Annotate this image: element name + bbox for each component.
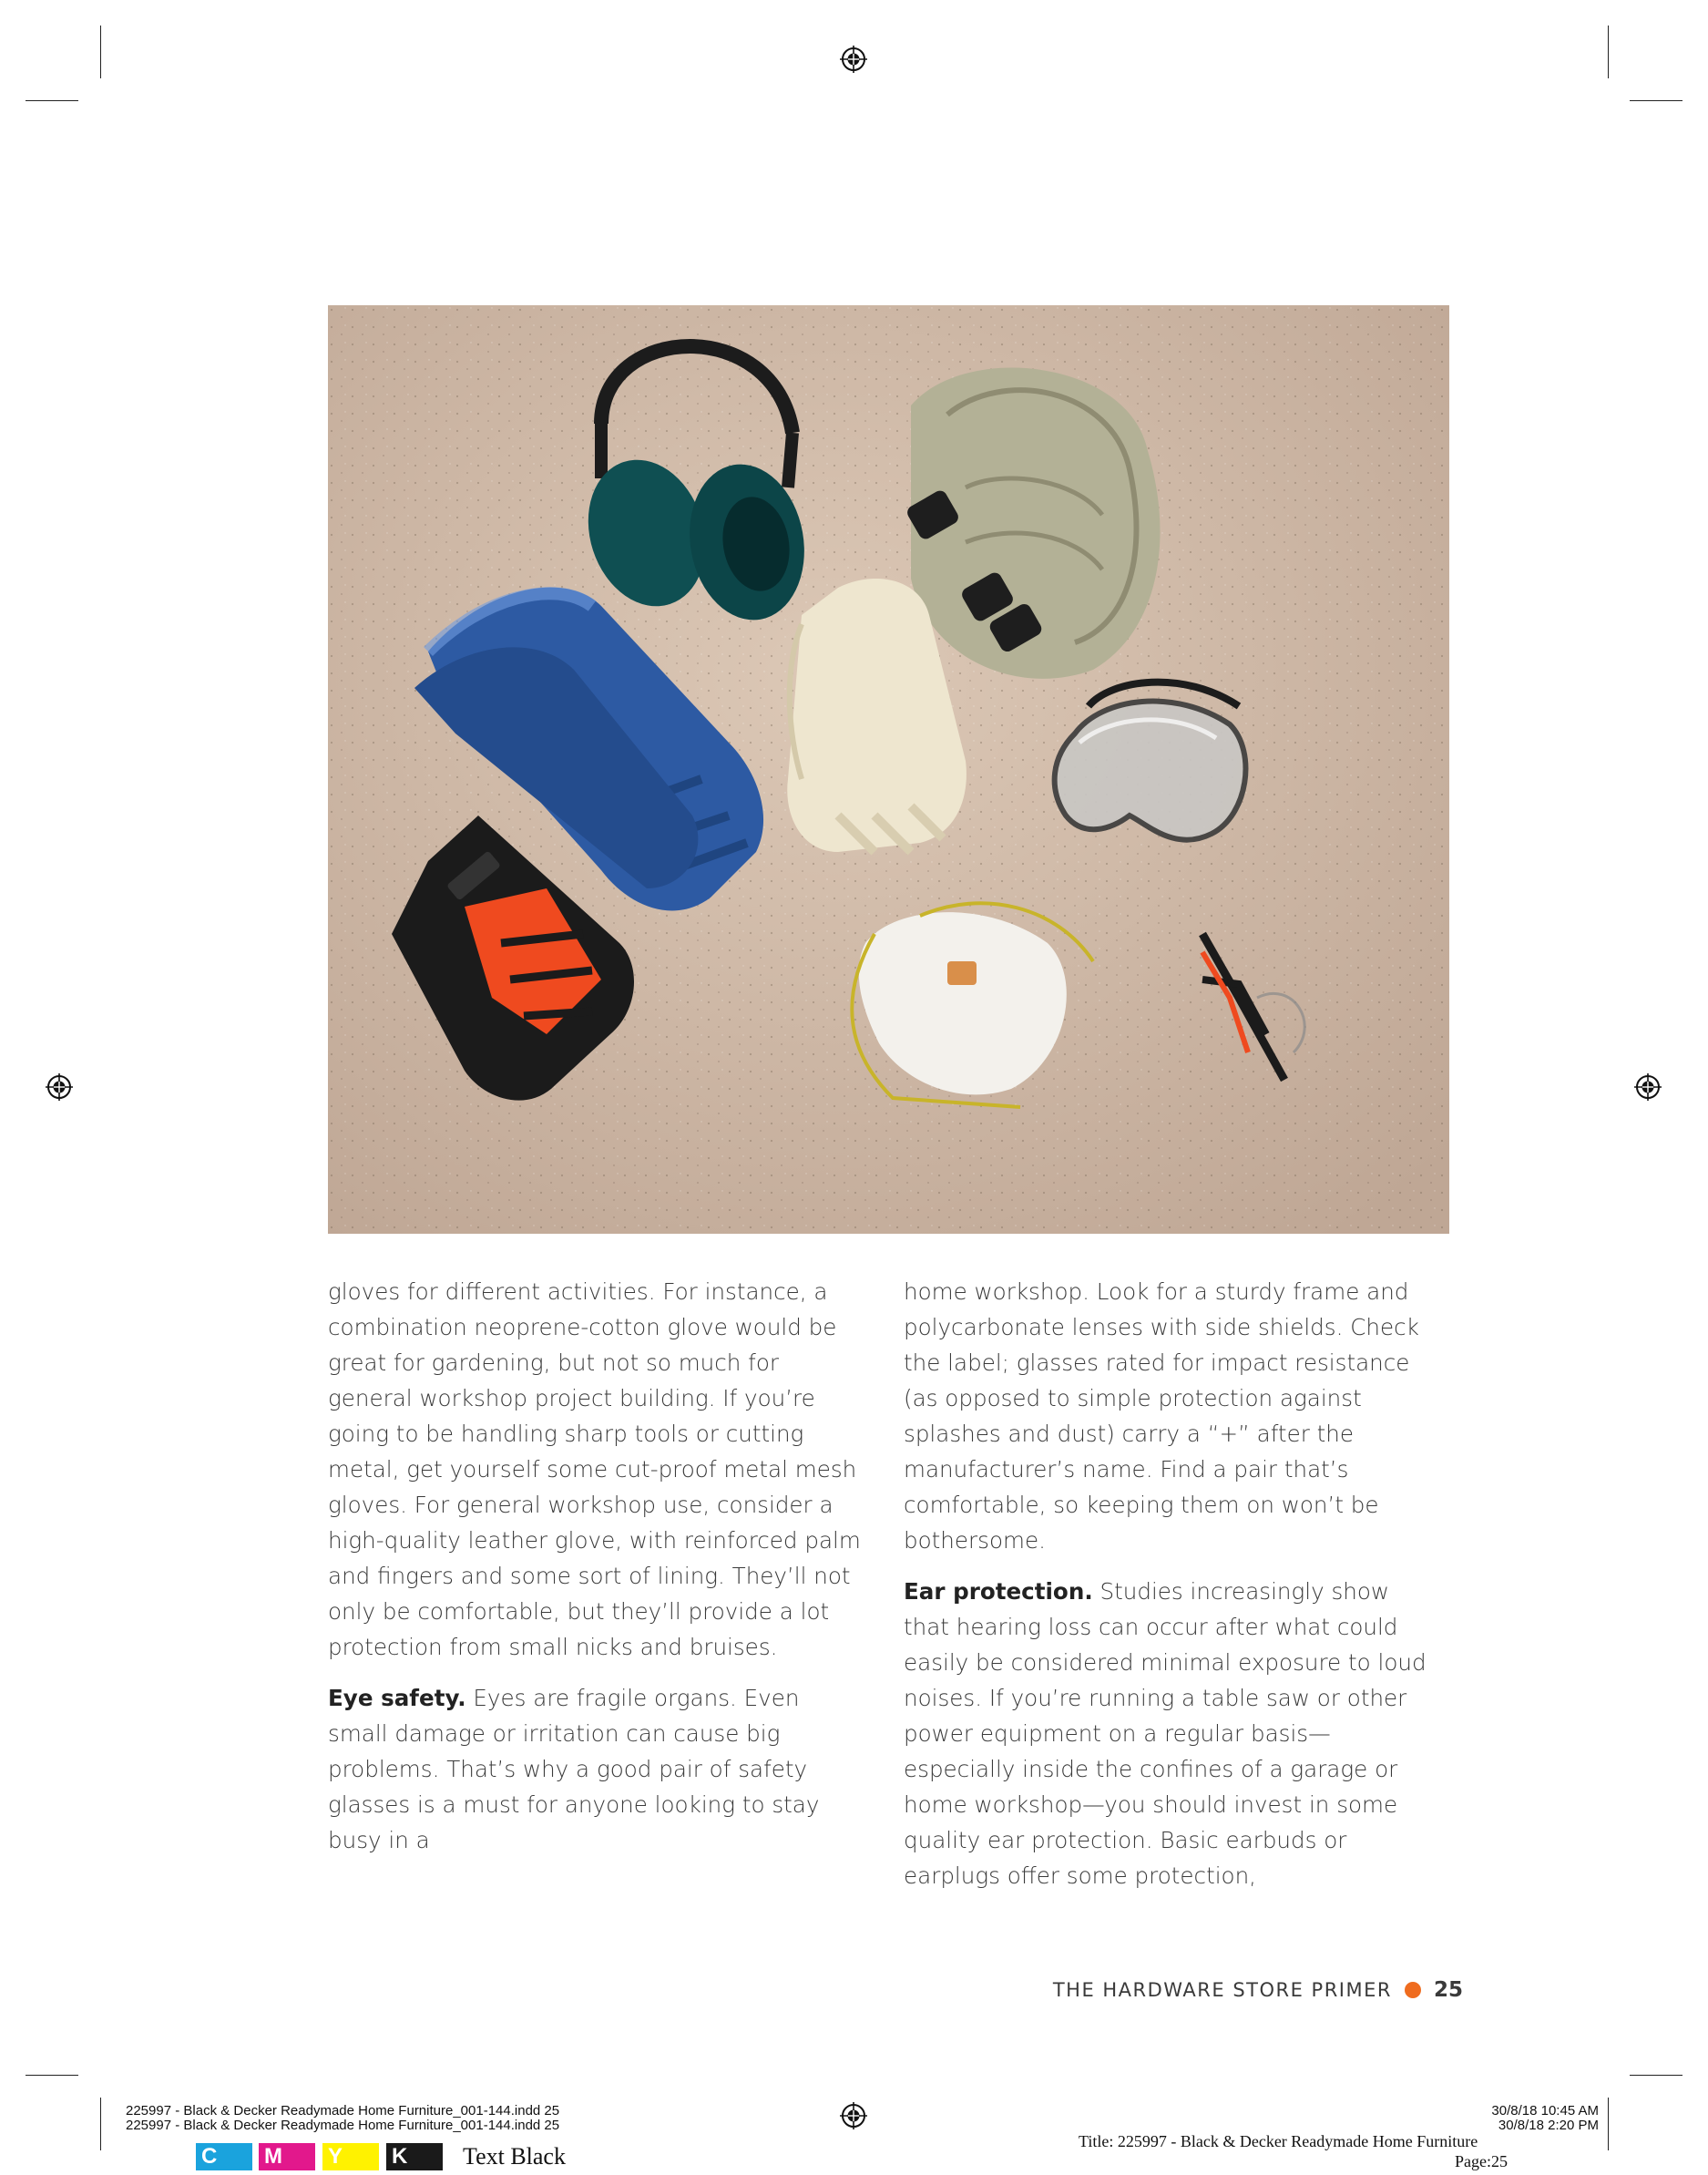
subhead-ear-protection: Ear protection.	[904, 1578, 1093, 1605]
subhead-eye-safety: Eye safety.	[328, 1685, 466, 1711]
registration-mark-icon	[1634, 1073, 1662, 1101]
section-title: THE HARDWARE STORE PRIMER	[1052, 1979, 1392, 2001]
slug-page: Page:25	[1455, 2152, 1508, 2170]
crop-mark	[100, 2098, 101, 2150]
page-number: 25	[1433, 1978, 1463, 2002]
crop-mark	[1608, 2098, 1609, 2150]
paragraph: home workshop. Look for a sturdy frame and polycarbonate lenses with side shields. Check the label; glasses rated for impact resistance (as opposed to simple protection against splashes and dust) carry a “+” after the manufacturer’s name. Find a pair that’s comfortable, so keeping them on won’t be bothersome.	[904, 1278, 1419, 1554]
plate-label: Text Black	[463, 2143, 566, 2170]
bullet-dot-icon	[1405, 1982, 1421, 1998]
safety-gear-photo	[328, 305, 1449, 1234]
slug-date-line: 30/8/18 2:20 PM	[1498, 2118, 1599, 2133]
registration-mark-icon	[840, 46, 867, 73]
slug-file-line: 225997 - Black & Decker Readymade Home Furniture_001-144.indd 25	[126, 2118, 560, 2133]
crop-mark	[26, 2075, 78, 2076]
crop-mark	[1630, 2075, 1682, 2076]
crop-mark	[26, 100, 78, 101]
slug-title: Title: 225997 - Black & Decker Readymade Home Furniture	[1079, 2132, 1478, 2150]
registration-mark-icon	[46, 1073, 73, 1101]
swatch-yellow: Y	[322, 2143, 379, 2170]
swatch-cyan: C	[196, 2143, 252, 2170]
crop-mark	[1630, 100, 1682, 101]
paragraph: gloves for different activities. For instance, a combination neoprene-cotton glove would be great for gardening, but not so much for general workshop project building. If you’re going to be handling sharp tools or cutting metal, get yourself some cut-proof metal mesh gloves. For general workshop use, consider a high-quality leather glove, with reinforced palm and fingers and some sort of lining. They’ll not only be comfortable, but they’ll provide a lot protection from small nicks and bruises.	[328, 1278, 861, 1660]
slug-file-line: 225997 - Black & Decker Readymade Home Furniture_001-144.indd 25	[126, 2103, 560, 2119]
slug-date-line: 30/8/18 10:45 AM	[1491, 2103, 1599, 2119]
crop-mark	[100, 26, 101, 78]
swatch-magenta: M	[259, 2143, 315, 2170]
swatch-black: K	[386, 2143, 443, 2170]
knee-pads-icon	[905, 368, 1160, 679]
body-column-left	[328, 1274, 865, 1873]
running-footer	[1053, 1975, 1463, 2005]
paragraph: Ear protection. Studies increasingly show that hearing loss can occur after what could easily be considered minimal exposure to loud noises. If you’re running a table saw or other power equipment on a regular basis—especially inside the confines of a garage or home workshop—you should invest in some quality ear protection. Basic earbuds or earplugs offer some protection,	[904, 1578, 1427, 1889]
registration-mark-icon	[840, 2102, 867, 2129]
paragraph: Eye safety. Eyes are fragile organs. Even small damage or irritation can cause big problems. That’s why a good pair of safety glasses is a must for anyone looking to stay busy in a	[328, 1685, 820, 1853]
body-column-right	[904, 1274, 1441, 1909]
crop-mark	[1608, 26, 1609, 78]
